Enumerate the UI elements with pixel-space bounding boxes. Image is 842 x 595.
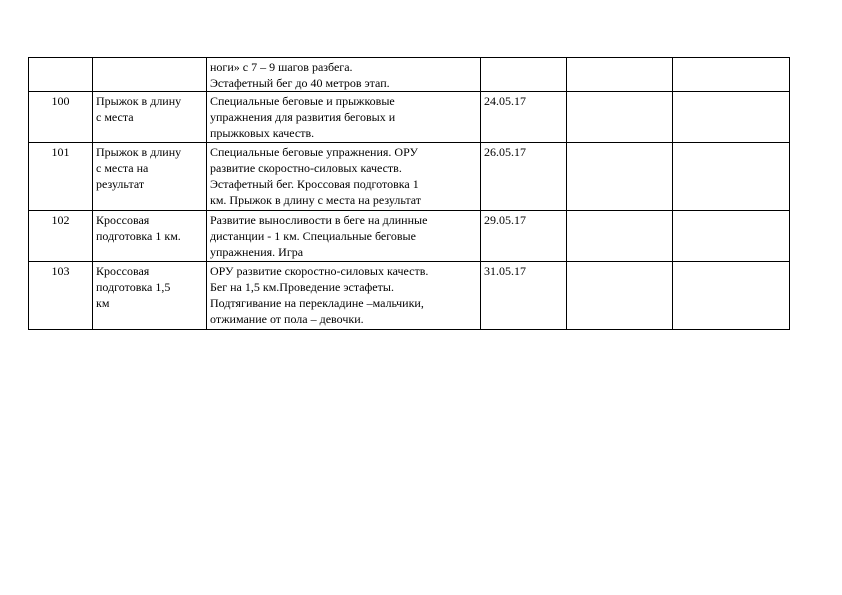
lesson-topic-cell: [93, 92, 207, 143]
empty-cell: [673, 58, 790, 92]
empty-cell: [567, 143, 673, 211]
lesson-content-cell: [207, 143, 481, 211]
content-line: Эстафетный бег. Кроссовая подготовка 1: [210, 177, 419, 191]
empty-cell: [673, 262, 790, 330]
lesson-number-cell: 103: [29, 262, 93, 330]
lesson-content-cell: [207, 58, 481, 92]
lesson-date-cell: 29.05.17: [481, 211, 567, 262]
content-line: Подтягивание на перекладине –мальчики,: [210, 296, 424, 310]
topic-line: км: [96, 296, 110, 310]
lesson-date-cell: 24.05.17: [481, 92, 567, 143]
table-row: [29, 262, 790, 330]
empty-cell: [567, 58, 673, 92]
content-line: упражнения для развития беговых и: [210, 110, 396, 124]
lesson-date-cell: 26.05.17: [481, 143, 567, 211]
content-line: отжимание от пола – девочки.: [210, 312, 364, 326]
lesson-number-cell: [29, 58, 93, 92]
content-line: дистанции - 1 км. Специальные беговые: [210, 229, 416, 243]
lesson-topic-cell: [93, 143, 207, 211]
topic-line: Кроссовая: [96, 264, 150, 278]
lesson-topic-cell: [93, 262, 207, 330]
empty-cell: [673, 211, 790, 262]
lesson-number-cell: 101: [29, 143, 93, 211]
content-line: Специальные беговые и прыжковые: [210, 94, 395, 108]
lesson-topic-cell: [93, 211, 207, 262]
empty-cell: [567, 262, 673, 330]
topic-line: Прыжок в длину: [96, 145, 182, 159]
lesson-date-cell: 31.05.17: [481, 262, 567, 330]
topic-line: результат: [96, 177, 145, 191]
topic-line: Прыжок в длину: [96, 94, 182, 108]
lesson-date-cell: [481, 58, 567, 92]
content-line: развитие скоростно-силовых качеств.: [210, 161, 402, 175]
content-line: ОРУ развитие скоростно-силовых качеств.: [210, 264, 429, 278]
lesson-number-cell: 102: [29, 211, 93, 262]
content-line: Специальные беговые упражнения. ОРУ: [210, 145, 418, 159]
lesson-content-cell: [207, 262, 481, 330]
topic-line: с места: [96, 110, 134, 124]
content-line: Развитие выносливости в беге на длинные: [210, 213, 428, 227]
content-line: Эстафетный бег до 40 метров этап.: [210, 76, 390, 90]
content-line: км. Прыжок в длину с места на результат: [210, 193, 422, 207]
content-line: упражнения. Игра: [210, 245, 304, 259]
topic-line: Кроссовая: [96, 213, 150, 227]
lesson-plan-table: [28, 57, 790, 330]
table-row: [29, 211, 790, 262]
table-row: [29, 58, 790, 92]
lesson-topic-cell: [93, 58, 207, 92]
content-line: прыжковых качеств.: [210, 126, 315, 140]
topic-line: подготовка 1 км.: [96, 229, 181, 243]
table-row: [29, 92, 790, 143]
lesson-content-cell: [207, 211, 481, 262]
lesson-number-cell: 100: [29, 92, 93, 143]
content-line: ноги» с 7 – 9 шагов разбега.: [210, 60, 353, 74]
empty-cell: [673, 143, 790, 211]
content-line: Бег на 1,5 км.Проведение эстафеты.: [210, 280, 394, 294]
topic-line: подготовка 1,5: [96, 280, 171, 294]
empty-cell: [567, 211, 673, 262]
table-row: [29, 143, 790, 211]
empty-cell: [673, 92, 790, 143]
topic-line: с места на: [96, 161, 149, 175]
empty-cell: [567, 92, 673, 143]
lesson-content-cell: [207, 92, 481, 143]
